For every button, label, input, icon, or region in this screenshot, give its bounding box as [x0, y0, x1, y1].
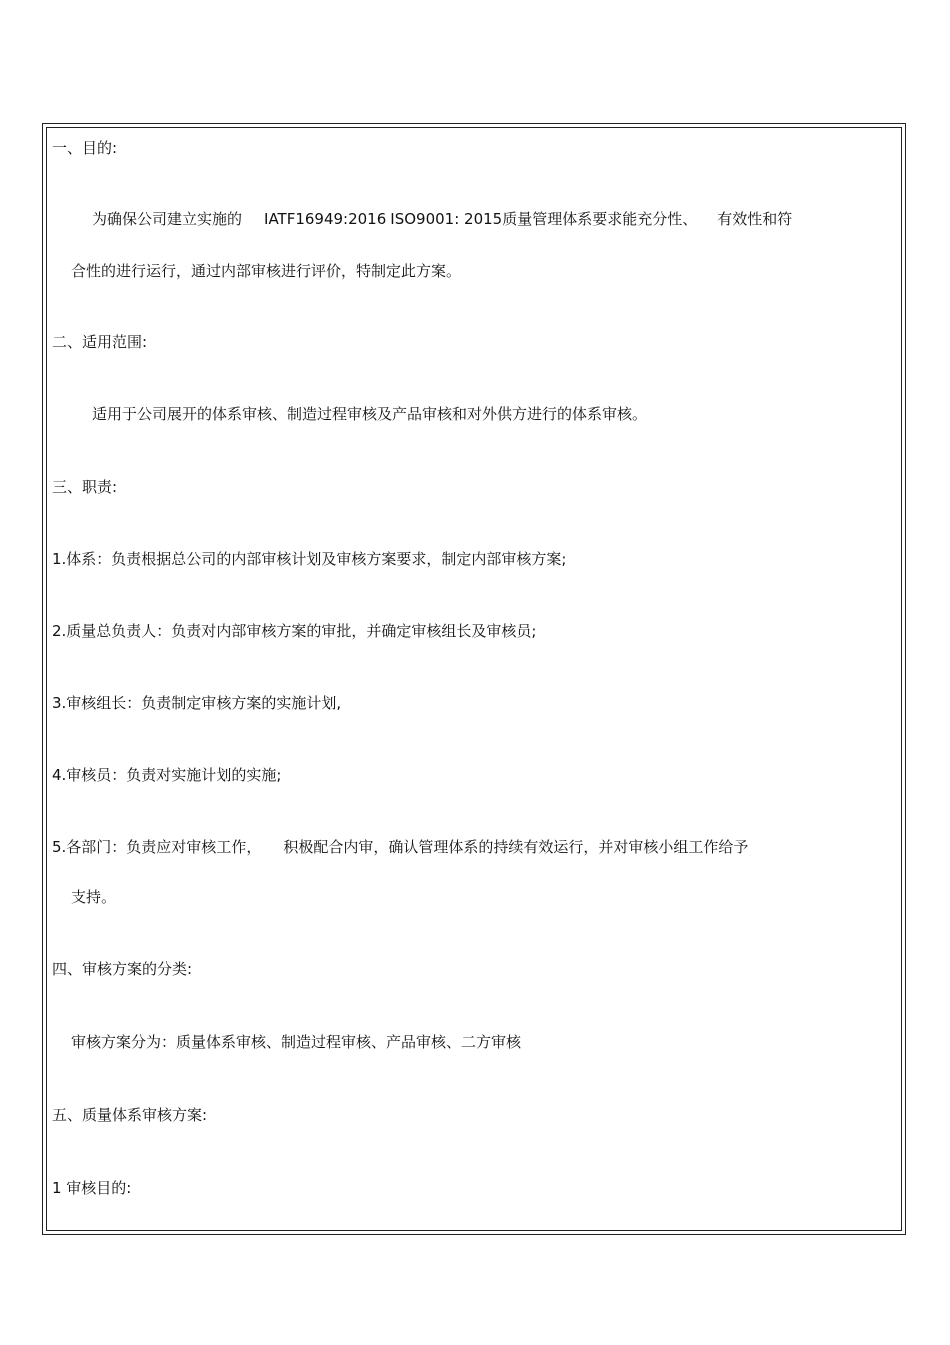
- purpose-text-part-1: 为确保公司建立实施的: [92, 210, 243, 228]
- standard-iso: ISO9001: 2015质量管理体系要求能充分性、: [390, 210, 698, 228]
- purpose-text-part-4: 有效性和符: [717, 210, 793, 228]
- section-2-paragraph: 适用于公司展开的体系审核、制造过程审核及产品审核和对外供方进行的体系审核。: [92, 405, 648, 423]
- responsibility-item-5-line-1: [52, 837, 748, 857]
- item-5-part-1: 5.各部门：负责应对审核工作，: [52, 838, 262, 856]
- section-1-heading: 一、目的:: [52, 139, 118, 157]
- section-4-heading: 四、审核方案的分类:: [52, 960, 193, 978]
- responsibility-item-1: 1.体系：负责根据总公司的内部审核计划及审核方案要求，制定内部审核方案;: [52, 550, 567, 568]
- section-5-subheading-1: 1 审核目的:: [52, 1179, 132, 1197]
- document-inner-border: [46, 127, 902, 1231]
- section-4-paragraph: 审核方案分为：质量体系审核、制造过程审核、产品审核、二方审核: [71, 1033, 522, 1051]
- responsibility-item-5-line-2: 支持。: [71, 888, 117, 906]
- section-5-heading: 五、质量体系审核方案:: [52, 1106, 208, 1124]
- section-3-heading: 三、职责:: [52, 478, 118, 496]
- responsibility-item-2: 2.质量总负责人：负责对内部审核方案的审批，并确定审核组长及审核员;: [52, 622, 537, 640]
- responsibility-item-3: 3.审核组长：负责制定审核方案的实施计划,: [52, 694, 342, 712]
- section-1-paragraph-line-1: [92, 209, 792, 229]
- section-2-heading: 二、适用范围:: [52, 333, 148, 351]
- responsibility-item-4: 4.审核员：负责对实施计划的实施;: [52, 766, 282, 784]
- section-1-paragraph-line-2: 合性的进行运行，通过内部审核进行评价，特制定此方案。: [71, 262, 462, 280]
- item-5-part-2: 积极配合内审，确认管理体系的持续有效运行，并对审核小组工作给予: [283, 838, 749, 856]
- standard-iatf: IATF16949:2016: [264, 210, 387, 228]
